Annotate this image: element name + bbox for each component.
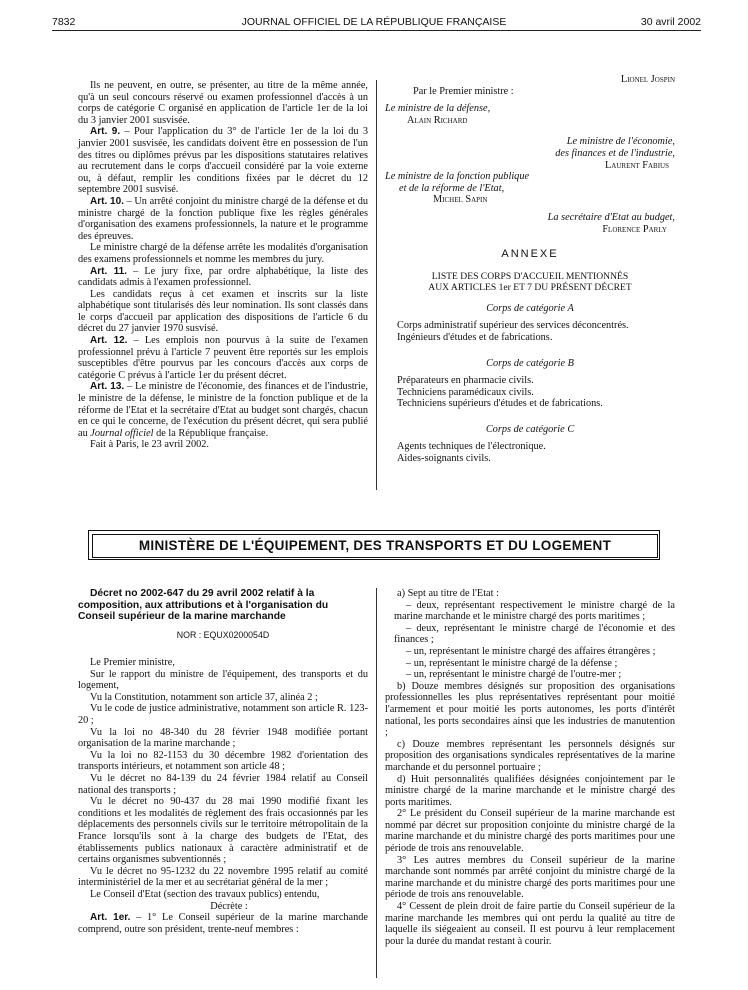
paragraph: c) Douze membres représentant les personnels désignés sur proposition des organisations syndicales représentatives de la marine marchande et du personnel portuaire ; — [385, 738, 675, 773]
paragraph: Vu la loi no 82-1153 du 30 décembre 1982 d'orientation des transports intérieurs, et notamment son article 48 ; — [78, 749, 368, 773]
minister-fp-title-1: Le ministre de la fonction publique — [385, 171, 530, 183]
journal-title: JOURNAL OFFICIEL DE LA RÉPUBLIQUE FRANÇAISE — [241, 16, 507, 28]
nor-reference: NOR : EQUX0200054D — [176, 629, 270, 640]
paragraph: Sur le rapport du ministre de l'équipement, des transports et du logement, — [78, 668, 368, 692]
decree-title: Décret no 2002-647 du 29 avril 2002 relatif à la composition, aux attributions et à l'organisation du Conseil supérieur de la marine marchande — [78, 588, 329, 622]
list-item: – deux, représentant respectivement le ministre chargé de la marine marchande et le ministre chargé des ports maritimes ; — [394, 599, 675, 623]
paragraph: 4° Cessent de plein droit de faire partie du Conseil supérieur de la marine marchande les membres qui ont perdu la qualité au titre de laquelle ils siégeaient au conseil. Il est pourvu à leur remplacement pour la durée du mandat restant à courir. — [385, 901, 675, 947]
top-left-column — [78, 80, 368, 451]
article-label: Art. 10. — [90, 195, 124, 207]
list-item: – un, représentant le ministre chargé de la défense ; — [406, 657, 618, 669]
paragraph: Vu le code de justice administrative, notamment son article R. 123-20 ; — [78, 703, 368, 727]
paragraph: Vu le décret no 90-437 du 28 mai 1990 modifié fixant les conditions et les modalités de règlement des frais occasionnés par les déplacements des personnels civils sur le territoire métropolitain de la France lorsqu'ils sont à la charge des budgets de l'Etat, des établissements publics nationaux à caractère administratif et de certains organismes subventionnés ; — [78, 796, 368, 866]
list-item: Préparateurs en pharmacie civils. — [397, 375, 534, 387]
annexe-subtitle-line-2: AUX ARTICLES 1er ET 7 DU PRÉSENT DÉCRET — [428, 281, 632, 293]
paragraph: Vu la loi no 48-340 du 28 février 1948 modifiée portant organisation de la marine marchande ; — [78, 726, 368, 750]
article-12 — [78, 335, 368, 381]
decrete-heading: Décrète : — [210, 900, 248, 912]
paragraph: b) Douze membres désignés sur proposition des organisations professionnelles les plus représentatives représentant pour moitié l'armement et pour moitié les ports autonomes, les ports d'intérêt national, les ports secondaires ainsi que les industries de manutention ; — [385, 680, 675, 739]
paragraph: Vu le décret no 95-1232 du 22 novembre 1995 relatif au comité interministériel de la mer et au secrétariat général de la mer ; — [78, 865, 368, 889]
paragraph: a) Sept au titre de l'Etat : — [397, 588, 499, 599]
article-10 — [78, 196, 368, 242]
list-item: Techniciens supérieurs d'études et de fabrications. — [397, 398, 603, 410]
article-13 — [78, 381, 368, 439]
list-item: Ingénieurs d'études et de fabrications. — [397, 331, 553, 343]
article-text: – Les emplois non pourvus à la suite de l'examen professionnel prévu à l'article 7 peuvent être reportés sur les emplois susceptibles d'être pourvus par les concours d'accès aux corps de catégorie C prévus à l'article 1er du présent décret. — [78, 335, 368, 381]
bottom-right-column — [385, 588, 675, 947]
secretary-budget-title: La secrétaire d'Etat au budget, — [547, 211, 675, 223]
article-label: Art. 1er. — [90, 912, 131, 924]
article-text: de la République française. — [153, 427, 269, 439]
minister-fp-name: Michel Sapin — [433, 194, 488, 206]
list-item: Aides-soignants civils. — [397, 453, 491, 465]
article-text: – 1° Le Conseil supérieur de la marine marchande comprend, outre son président, trente-neuf membres : — [78, 912, 368, 935]
ministry-banner: MINISTÈRE DE L'ÉQUIPEMENT, DES TRANSPORTS ET DU LOGEMENT — [92, 534, 658, 558]
article-label: Art. 12. — [90, 335, 128, 347]
paragraph: d) Huit personnalités qualifiées désignées conjointement par le ministre chargé de la marine marchande et le ministre chargé des ports maritimes. — [385, 773, 675, 808]
minister-economy-title-1: Le ministre de l'économie, — [566, 136, 675, 148]
category-c-heading: Corps de catégorie C — [485, 423, 575, 435]
article-label: Art. 13. — [90, 381, 125, 393]
article-text: – Le jury fixe, par ordre alphabétique, la liste des candidats admis à l'examen professionnel. — [78, 265, 368, 289]
page-number: 7832 — [52, 16, 76, 28]
signing-place-date: Fait à Paris, le 23 avril 2002. — [90, 439, 209, 451]
category-a-heading: Corps de catégorie A — [486, 302, 574, 314]
column-divider-bottom — [376, 588, 377, 978]
minister-economy-title-2: des finances et de l'industrie, — [555, 147, 675, 159]
article-text: – Le ministre de l'économie, des finances et de l'industrie, le ministre de la défense, le ministre de la fonction publique et de la réforme de l'Etat et la secrétaire d'Etat au budget sont chargés, chacun en ce qui le concerne, de l'exécution du présent décret, qui sera publié au — [78, 381, 368, 439]
par-premier-ministre: Par le Premier ministre : — [413, 85, 514, 97]
list-item: Techniciens paramédicaux civils. — [397, 386, 534, 398]
paragraph: Ils ne peuvent, en outre, se présenter, au titre de la même année, qu'à un seul concours réservé ou examen professionnel d'accès à un corps de catégorie C organisé en application de l'article 1er de la loi du 3 janvier 2001 susvisée. — [78, 80, 368, 126]
secretary-budget-name: Florence Parly — [602, 223, 667, 235]
article-text: – Un arrêté conjoint du ministre chargé de la défense et du ministre chargé de la fonction publique fixe les règles générales d'organisation des examens professionnels, la nature et le programme des épreuves. — [78, 195, 368, 242]
list-item: – un, représentant le ministre chargé de l'outre-mer ; — [406, 669, 622, 681]
paragraph: Le Premier ministre, — [90, 657, 175, 669]
minister-fp-title-2: et de la réforme de l'Etat, — [399, 182, 505, 194]
article-11 — [78, 266, 368, 289]
top-right-column — [385, 74, 675, 465]
category-b-heading: Corps de catégorie B — [486, 357, 574, 369]
paragraph: 3° Les autres membres du Conseil supérieur de la marine marchande sont nommés par arrêté conjoint du ministre chargé de la marine marchande et du ministre chargé des ports maritimes pour une période de trois ans renouvelable. — [385, 854, 675, 901]
minister-economy-name: Laurent Fabius — [605, 159, 669, 171]
column-divider-top — [376, 80, 377, 490]
list-item: Corps administratif supérieur des services déconcentrés. — [397, 320, 629, 332]
list-item: – un, représentant le ministre chargé des affaires étrangères ; — [406, 645, 656, 657]
minister-defense-name: Alain Richard — [407, 114, 468, 126]
header-rule — [52, 30, 701, 31]
paragraph: Les candidats reçus à cet examen et inscrits sur la liste alphabétique sont titularisés dès leur nomination. Ils sont classés dans le corps d'accueil par application des dispositions de l'article 6 du décret du 27 janvier 1970 susvisé. — [78, 288, 368, 335]
article-label: Art. 11. — [90, 265, 127, 277]
article-1 — [78, 912, 368, 935]
annexe-heading: ANNEXE — [501, 248, 559, 261]
annexe-subtitle — [385, 271, 675, 293]
list-item: – deux, représentant le ministre chargé de l'économie et des finances ; — [394, 622, 675, 646]
bottom-left-column — [78, 588, 368, 935]
annexe-subtitle-line-1: LISTE DES CORPS D'ACCUEIL MENTIONNÉS — [431, 270, 629, 282]
article-label: Art. 9. — [90, 126, 121, 138]
issue-date: 30 avril 2002 — [640, 16, 701, 28]
paragraph: 2° Le président du Conseil supérieur de la marine marchande est nommé par décret sur proposition conjointe du ministre chargé de la marine marchande et du ministre chargé des ports maritimes pour une période de trois ans renouvelable. — [385, 808, 675, 855]
signatory-prime-minister: Lionel Jospin — [620, 74, 675, 85]
paragraph: Le ministre chargé de la défense arrête les modalités d'organisation des examens professionnels et nomme les membres du jury. — [78, 242, 368, 265]
list-item: Agents techniques de l'électronique. — [397, 441, 546, 453]
article-9 — [78, 126, 368, 196]
journal-officiel-ref: Journal officiel — [90, 427, 154, 439]
article-text: – Pour l'application du 3° de l'article 1er de la loi du 3 janvier 2001 susvisée, les candidats doivent être en possession de l'un des titres ou diplômes prévus par les dispositions statutaires relatives au recrutement dans le corps d'accueil considéré par la voie externe ou, à défaut, remplir les conditions fixées par le décret du 12 septembre 2001 susvisé. — [78, 126, 368, 196]
paragraph: Vu la Constitution, notamment son article 37, alinéa 2 ; — [90, 691, 318, 703]
paragraph: Vu le décret no 84-139 du 24 février 1984 relatif au Conseil national des transports ; — [78, 773, 368, 796]
paragraph: Le Conseil d'Etat (section des travaux publics) entendu, — [90, 888, 320, 900]
minister-defense-title: Le ministre de la défense, — [385, 103, 491, 115]
